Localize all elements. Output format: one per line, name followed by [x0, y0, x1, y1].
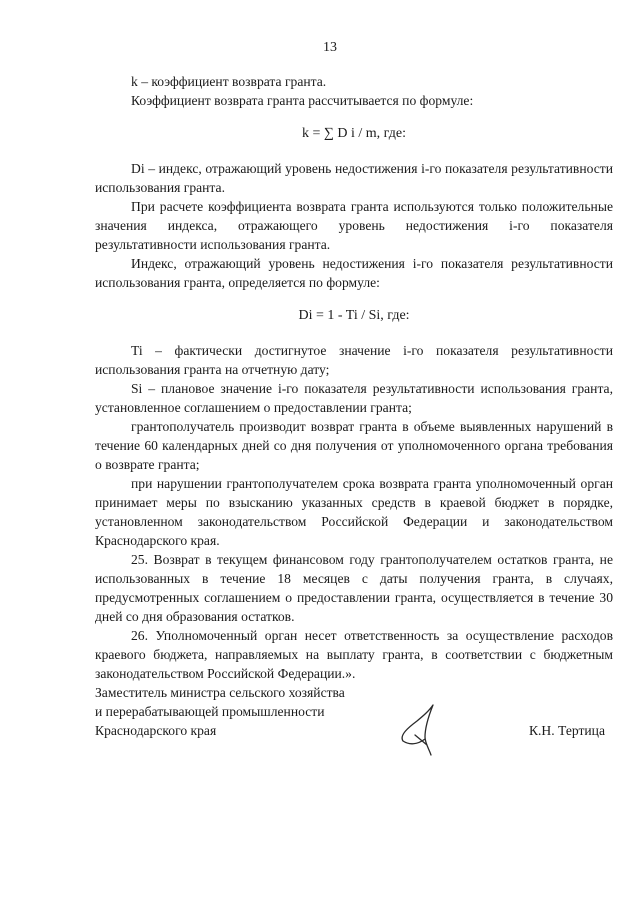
signature-block	[95, 683, 613, 740]
handwritten-signature	[395, 701, 445, 757]
paragraph-positive-values: При расчете коэффициента возврата гранта используются только положительные значения индекса, отражающего уровень недостижения i-го показателя результативности использования гранта.	[95, 199, 613, 252]
paragraph-grant-return: грантополучатель производит возврат гранта в объеме выявленных нарушений в течение 60 календарных дней со дня получения от уполномоченного органа требования о возврате гранта;	[95, 419, 613, 472]
signatory-title	[95, 683, 395, 740]
paragraph-di-definition: Di – индекс, отражающий уровень недостижения i-го показателя результативности использования гранта.	[95, 161, 613, 195]
formula-k: k = ∑ D i / m, где:	[302, 126, 406, 141]
signatory-title-line-1: Заместитель министра сельского хозяйства	[95, 685, 345, 700]
page-number: 13	[323, 40, 337, 55]
paragraph-k-definition: k – коэффициент возврата гранта.	[131, 74, 327, 89]
signatory-title-line-3: Краснодарского края	[95, 723, 217, 738]
paragraph-item-25: 25. Возврат в текущем финансовом году грантополучателем остатков гранта, не использованных в течение 18 месяцев с даты получения гранта, в случаях, предусмотренных соглашением о предоставлении гранта, осуществляется в течение 30 дней со дня образования остатков.	[95, 552, 613, 624]
formula-di: Di = 1 - Ti / Si, где:	[298, 308, 410, 323]
paragraph-ti-definition: Ti – фактически достигнутое значение i-го показателя результативности использования гранта на отчетную дату;	[95, 343, 613, 377]
document-body	[95, 72, 613, 683]
paragraph-item-26: 26. Уполномоченный орган несет ответственность за осуществление расходов краевого бюджета, направляемых на выплату гранта, в соответствии с бюджетным законодательством Российской Федерации.».	[95, 628, 613, 681]
paragraph-si-definition: Si – плановое значение i-го показателя результативности использования гранта, установленное соглашением о предоставлении гранта;	[95, 381, 613, 415]
signatory-name: К.Н. Тертица	[528, 723, 605, 738]
signatory-title-line-2: и перерабатывающей промышленности	[95, 704, 325, 719]
paragraph-violation-measures: при нарушении грантополучателем срока возврата гранта уполномоченный орган принимает меры по взысканию указанных средств в краевой бюджет в порядке, установленном законодательством Российской Федерации и законодательством Краснодарского края.	[95, 476, 613, 548]
paragraph-formula-intro: Коэффициент возврата гранта рассчитывается по формуле:	[131, 93, 474, 108]
paragraph-index-formula-intro: Индекс, отражающий уровень недостижения i-го показателя результативности использования гранта, определяется по формуле:	[95, 256, 613, 290]
